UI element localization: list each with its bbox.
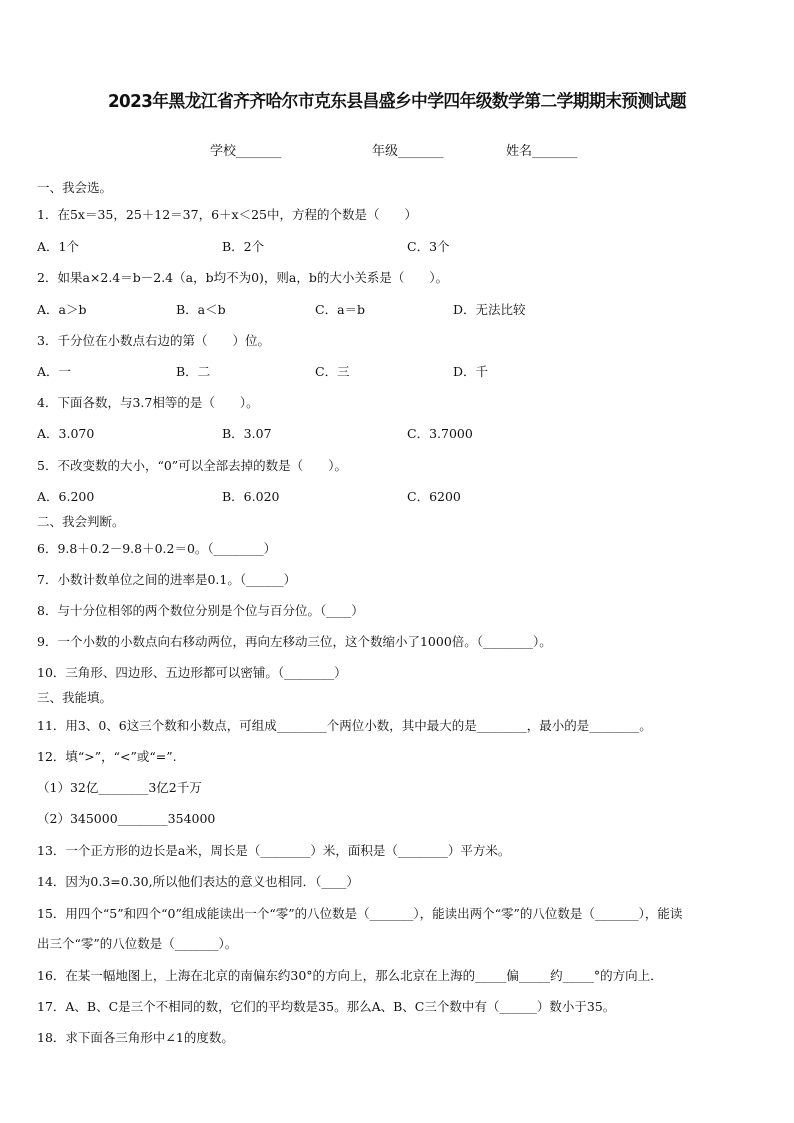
q3-option-b: B．二 xyxy=(176,364,211,379)
question-6: 6．9.8＋0.2－9.8＋0.2＝0。（________） xyxy=(37,541,277,556)
question-4: 4．下面各数，与3.7相等的是（ ）。 xyxy=(37,395,259,410)
q5-option-c: C．6200 xyxy=(407,489,461,504)
question-2: 2．如果a×2.4＝b－2.4（a，b均不为0)，则a，b的大小关系是（ ）。 xyxy=(37,270,449,285)
section-2-heading: 二、我会判断。 xyxy=(37,514,125,529)
question-7: 7．小数计数单位之间的进率是0.1。（______） xyxy=(37,572,297,587)
q2-option-a: A．a＞b xyxy=(37,302,87,317)
question-14: 14．因为0.3=0.30,所以他们表达的意义也相同．（____） xyxy=(37,874,359,889)
q1-option-b: B．2个 xyxy=(222,239,265,254)
q4-option-b: B．3.07 xyxy=(222,426,272,441)
q1-option-c: C．3个 xyxy=(407,239,450,254)
q2-option-c: C．a＝b xyxy=(315,302,366,317)
q4-option-a: A．3.070 xyxy=(37,426,95,441)
q4-option-c: C．3.7000 xyxy=(407,426,473,441)
question-12-part-2: （2）345000________354000 xyxy=(37,811,216,826)
question-18: 18．求下面各三角形中∠1的度数。 xyxy=(37,1030,234,1045)
q5-option-a: A．6.200 xyxy=(37,489,95,504)
school-field: 学校_______ xyxy=(210,144,282,159)
question-17: 17．A、B、C是三个不相同的数，它们的平均数是35。那么A、B、C三个数中有（______）数小于35。 xyxy=(37,999,616,1014)
question-10: 10．三角形、四边形、五边形都可以密铺。（________） xyxy=(37,665,347,680)
q3-option-d: D．千 xyxy=(453,364,489,379)
question-5: 5．不改变数的大小，“0”可以全部去掉的数是（ ）。 xyxy=(37,458,347,473)
question-11: 11．用3、0、6这三个数和小数点，可组成________个两位小数，其中最大的是________，最小的是________。 xyxy=(37,718,652,733)
question-1: 1．在5x＝35，25＋12＝37，6＋x＜25中，方程的个数是（ ） xyxy=(37,207,417,222)
name-field: 姓名_______ xyxy=(506,144,578,159)
q3-option-c: C．三 xyxy=(315,364,350,379)
exam-title: 2023年黑龙江省齐齐哈尔市克东县昌盛乡中学四年级数学第二学期期末预测试题 xyxy=(107,92,687,112)
q3-option-a: A．一 xyxy=(37,364,72,379)
question-12: 12．填“>”，“<”或“=”. xyxy=(37,749,177,764)
q2-option-b: B．a＜b xyxy=(176,302,226,317)
question-16: 16．在某一幅地图上，上海在北京的南偏东约30°的方向上，那么北京在上海的_____偏_____约_____°的方向上． xyxy=(37,968,663,983)
question-15-line-2: 出三个“零”的八位数是（_______）。 xyxy=(37,936,238,951)
grade-field: 年级_______ xyxy=(372,144,444,159)
section-3-heading: 三、我能填。 xyxy=(37,690,113,705)
q1-option-a: A．1个 xyxy=(37,239,79,254)
section-1-heading: 一、我会选。 xyxy=(37,180,113,195)
q2-option-d: D．无法比较 xyxy=(453,302,526,317)
question-12-part-1: （1）32亿________3亿2千万 xyxy=(37,780,202,795)
question-13: 13．一个正方形的边长是a米，周长是（________）米，面积是（________）平方米。 xyxy=(37,843,511,858)
question-15-line-1: 15．用四个“5”和四个“0”组成能读出一个“零”的八位数是（_______），能读出两个“零”的八位数是（_______），能读 xyxy=(37,906,683,921)
question-3: 3．千分位在小数点右边的第（ ）位。 xyxy=(37,333,270,348)
question-9: 9．一个小数的小数点向右移动两位，再向左移动三位，这个数缩小了1000倍。（________）。 xyxy=(37,634,552,649)
question-8: 8．与十分位相邻的两个数位分别是个位与百分位。（____） xyxy=(37,603,364,618)
q5-option-b: B．6.020 xyxy=(222,489,280,504)
